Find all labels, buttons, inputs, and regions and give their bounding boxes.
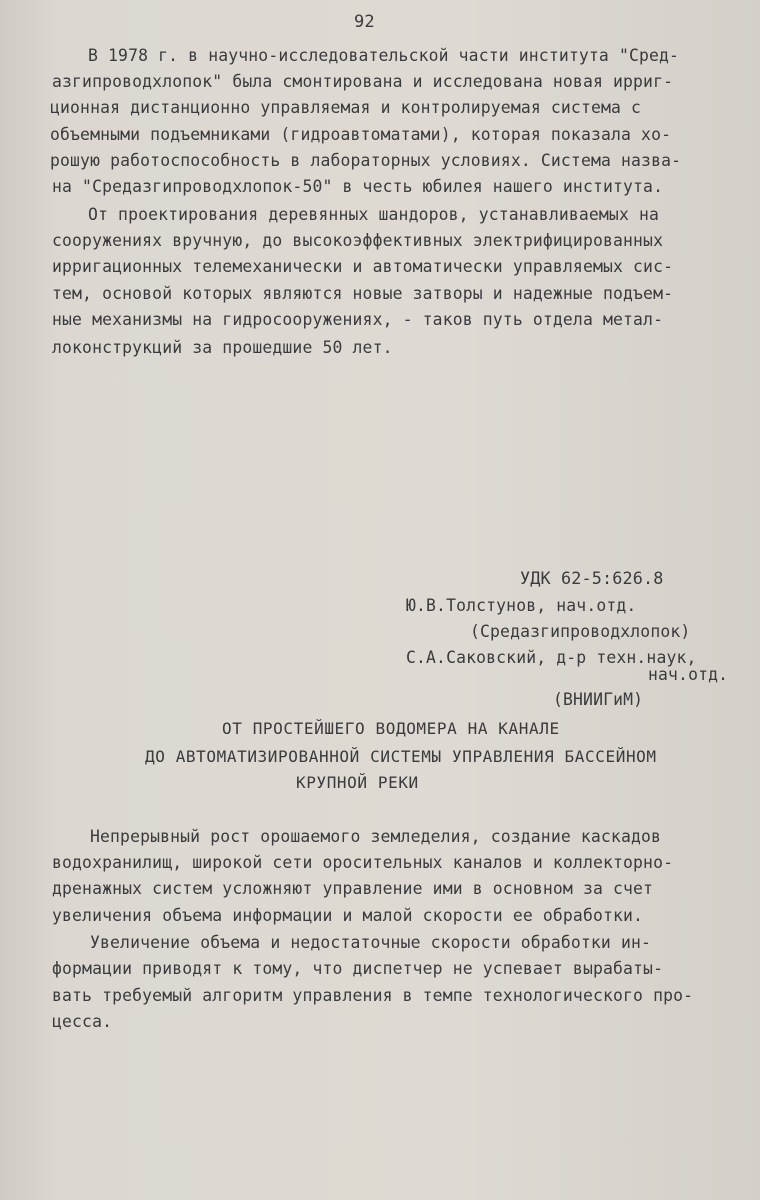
paragraph-line: В 1978 г. в научно-исследовательской части института "Сред- xyxy=(88,46,680,65)
title-line: ОТ ПРОСТЕЙШЕГО ВОДОМЕРА НА КАНАЛЕ xyxy=(222,719,560,738)
paragraph-line: рошую работоспособность в лабораторных условиях. Система назва- xyxy=(50,151,682,170)
paragraph-line: Увеличение объема и недостаточные скорости обработки ин- xyxy=(90,933,652,952)
author-line: Ю.В.Толстунов, нач.отд. xyxy=(406,596,637,615)
paragraph-line: ционная дистанционно управляемая и контролируемая система с xyxy=(50,98,642,117)
paragraph-line: вать требуемый алгоритм управления в темпе технологического про- xyxy=(52,986,694,1005)
paragraph-line: ирригационных телемеханически и автоматически управляемых сис- xyxy=(52,257,674,276)
paragraph-line: увеличения объема информации и малой скорости ее обработки. xyxy=(52,906,644,925)
author-line: С.А.Саковский, д-р техн.наук, xyxy=(406,648,697,667)
title-line: КРУПНОЙ РЕКИ xyxy=(296,773,419,792)
author-affiliation: (Средазгипроводхлопок) xyxy=(470,622,691,641)
paragraph-line: формации приводят к тому, что диспетчер не успевает вырабаты- xyxy=(52,959,664,978)
paragraph-line: ные механизмы на гидросооружениях, - таков путь отдела метал- xyxy=(52,310,664,329)
paragraph-line: азгипроводхлопок" была смонтирована и исследована новая ирриг- xyxy=(52,72,674,91)
author-position: нач.отд. xyxy=(648,665,729,684)
paragraph-line: водохранилищ, широкой сети оросительных каналов и коллекторно- xyxy=(52,853,674,872)
paragraph-line: дренажных систем усложняют управление ими в основном за счет xyxy=(52,879,654,898)
paragraph-line: локонструкций за прошедшие 50 лет. xyxy=(52,338,393,357)
title-line: ДО АВТОМАТИЗИРОВАННОЙ СИСТЕМЫ УПРАВЛЕНИЯ БАССЕЙНОМ xyxy=(145,747,657,766)
page-number: 92 xyxy=(354,12,375,32)
paragraph-line: на "Средазгипроводхлопок-50" в честь юбилея нашего института. xyxy=(52,177,664,196)
paragraph-line: Непрерывный рост орошаемого земледелия, создание каскадов xyxy=(90,827,662,846)
author-affiliation: (ВНИИГиМ) xyxy=(553,690,644,709)
paragraph-line: объемными подъемниками (гидроавтоматами), которая показала хо- xyxy=(50,125,672,144)
paragraph-line: От проектирования деревянных шандоров, устанавливаемых на xyxy=(88,205,660,224)
udc-code: УДК 62-5:626.8 xyxy=(520,568,664,588)
paragraph-line: цесса. xyxy=(52,1012,113,1031)
paragraph-line: сооружениях вручную, до высокоэффективных электрифицированных xyxy=(52,231,664,250)
paragraph-line: тем, основой которых являются новые затворы и надежные подъем- xyxy=(52,284,674,303)
